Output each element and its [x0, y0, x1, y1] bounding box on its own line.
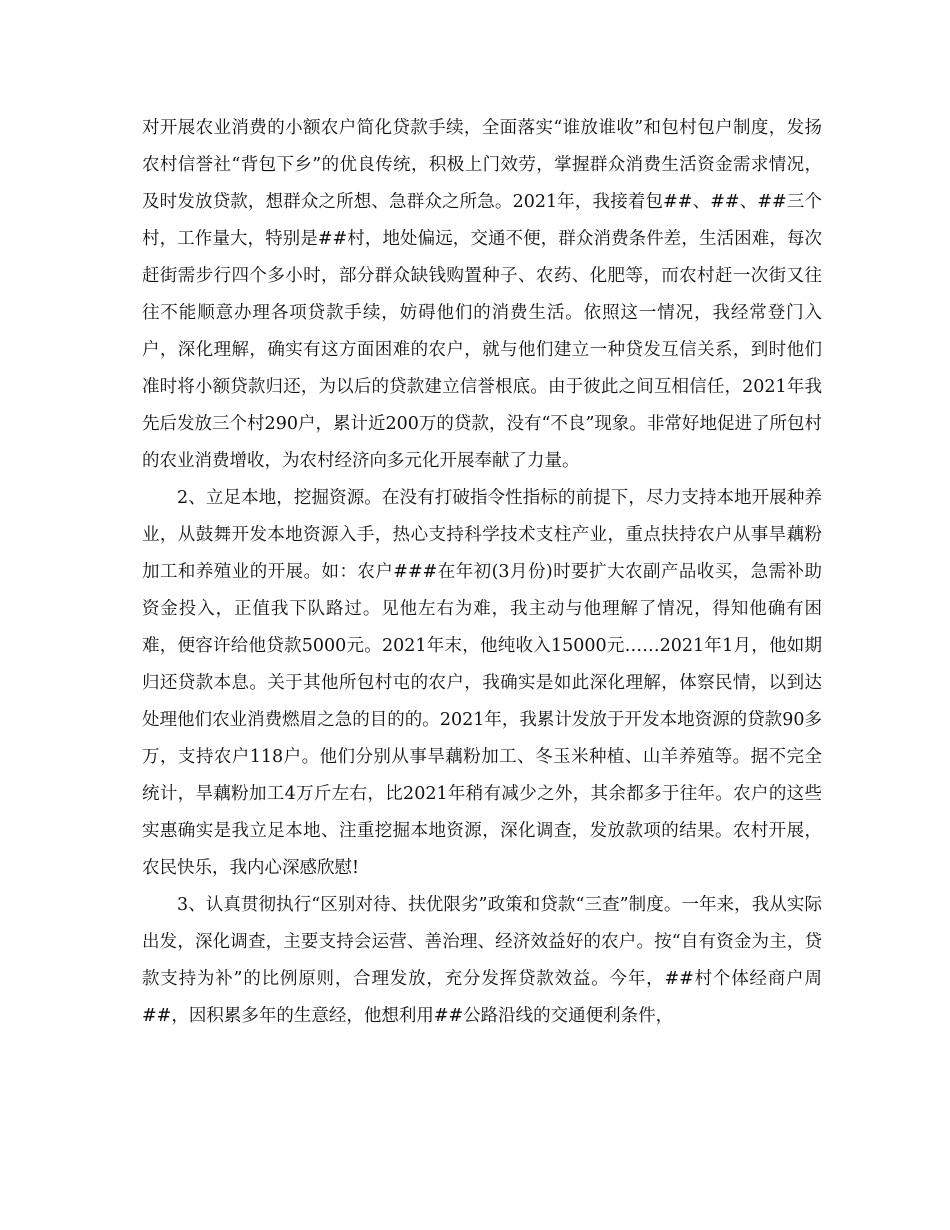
paragraph-2: 2、立足本地，挖掘资源。在没有打破指令性指标的前提下，尽力支持本地开展种养业，从鼓舞开发本地资源入手，热心支持科学技术支柱产业，重点扶持农户从事旱藕粉加工和养殖业的开展。如：农户###在年初(3月份)时要扩大农副产品收买，急需补助资金投入，正值我下队路过。见他左右为难，我主动与他理解了情况，得知他确有困难，便容许给他贷款5000元。2021年末，他纯收入15000元……2021年1月，他如期归还贷款本息。关于其他所包村屯的农户，我确实是如此深化理解，体察民情，以到达处理他们农业消费燃眉之急的目的的。2021年，我累计发放于开发本地资源的贷款90多万，支持农户118户。他们分别从事旱藕粉加工、冬玉米种植、山羊养殖等。据不完全统计，旱藕粉加工4万斤左右，比2021年稍有减少之外，其余都多于往年。农户的这些实惠确实是我立足本地、注重挖掘本地资源，深化调查，发放款项的结果。农村开展，农民快乐，我内心深感欣慰!	[142, 488, 822, 878]
document-body	[142, 110, 822, 1035]
paragraph-1: 对开展农业消费的小额农户简化贷款手续，全面落实“谁放谁收”和包村包户制度，发扬农村信誉社“背包下乡”的优良传统，积极上门效劳，掌握群众消费生活资金需求情况，及时发放贷款，想群众之所想、急群众之所急。2021年，我接着包##、##、##三个村，工作量大，特别是##村，地处偏远，交通不便，群众消费条件差，生活困难，每次赶街需步行四个多小时，部分群众缺钱购置种子、农药、化肥等，而农村赶一次街又往往不能顺意办理各项贷款手续，妨碍他们的消费生活。依照这一情况，我经常登门入户，深化理解，确实有这方面困难的农户，就与他们建立一种贷发互信关系，到时他们准时将小额贷款归还，为以后的贷款建立信誉根底。由于彼此之间互相信任，2021年我先后发放三个村290户，累计近200万的贷款，没有“不良”现象。非常好地促进了所包村的农业消费增收，为农村经济向多元化开展奉献了力量。	[142, 118, 822, 471]
paragraph-3: 3、认真贯彻执行“区别对待、扶优限劣”政策和贷款“三查”制度。一年来，我从实际出发，深化调查，主要支持会运营、善治理、经济效益好的农户。按“自有资金为主，贷款支持为补”的比例原则，合理发放，充分发挥贷款效益。今年，##村个体经商户周##，因积累多年的生意经，他想利用##公路沿线的交通便利条件，	[142, 895, 822, 1026]
